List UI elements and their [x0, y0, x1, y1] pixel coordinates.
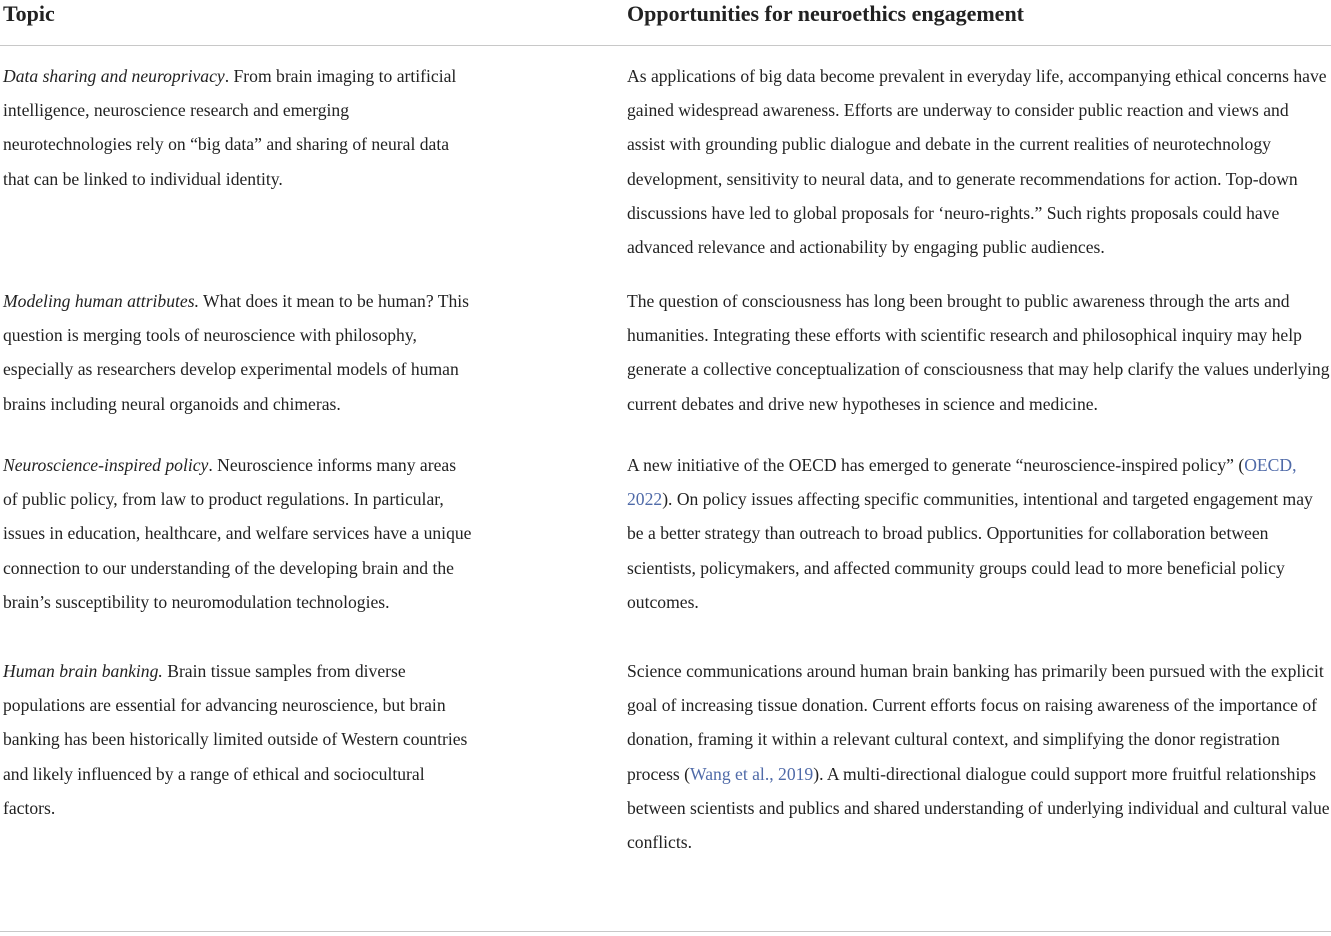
- header-topic: Topic: [3, 1, 55, 26]
- topic-description: Brain tissue samples from diverse populations are essential for advancing neuroscience, but brain banking has been historically limited outside of Western countries and likely influenced by a range of ethical and sociocultural factors.: [3, 661, 468, 818]
- topic-name: Human brain banking.: [3, 661, 163, 681]
- topic-text: [3, 654, 473, 825]
- table-row: [0, 252, 1331, 436]
- opportunity-text: [627, 448, 1331, 619]
- opportunity-cell: [623, 59, 1331, 258]
- opportunity-text-start: A new initiative of the OECD has emerged to generate “neuroscience-inspired policy” (: [627, 455, 1245, 475]
- table-row: [0, 46, 1331, 258]
- topic-cell: [0, 448, 623, 654]
- opportunity-text: As applications of big data become prevalent in everyday life, accompanying ethical concerns have gained widespread awareness. Efforts are underway to consider public reaction and views and assist with grounding public dialogue and debate in the current realities of neurotechnology development, sensitivity to neural data, and to generate recommendations for action. Top-down discussions have led to global proposals for ‘neuro-rights.” Such rights proposals could have advanced relevance and actionability by engaging public audiences.: [627, 66, 1327, 258]
- topic-cell: [0, 59, 623, 252]
- topic-name: Modeling human attributes.: [3, 291, 199, 311]
- topic-text: [3, 284, 473, 421]
- table-row: [0, 436, 1331, 654]
- table-header-row: [0, 0, 1331, 46]
- topic-text: [3, 59, 473, 196]
- opportunity-cell: [623, 448, 1331, 654]
- topic-cell: [0, 284, 623, 436]
- header-opportunities: Opportunities for neuroethics engagement: [627, 1, 1024, 26]
- topic-name: Neuroscience-inspired policy: [3, 455, 209, 475]
- table-bottom-rule: [0, 931, 1331, 932]
- topic-cell: [0, 654, 623, 904]
- topic-description: . From brain imaging to artificial intelligence, neuroscience research and emerging neurotechnologies rely on “big data” and sharing of neural data that can be linked to individual identity.: [3, 66, 457, 189]
- opportunity-text: The question of consciousness has long been brought to public awareness through the arts and humanities. Integrating these efforts with scientific research and philosophical inquiry may help generate a collective conceptualization of consciousness that may help clarify the values underlying current debates and drive new hypotheses in science and medicine.: [627, 291, 1330, 414]
- topic-name: Data sharing and neuroprivacy: [3, 66, 225, 86]
- table-row: [0, 654, 1331, 904]
- opportunity-text-start: Science communications around human brain banking has primarily been pursued with the explicit goal of increasing tissue donation. Current efforts focus on raising awareness of the importance of donation, framing it within a relevant cultural context, and simplifying the donor registration process (: [627, 661, 1324, 784]
- topic-description: . Neuroscience informs many areas of public policy, from law to product regulations. In particular, issues in education, healthcare, and welfare services have a unique connection to our understanding of the developing brain and the brain’s susceptibility to neuromodulation technologies.: [3, 455, 472, 612]
- opportunity-cell: [623, 284, 1331, 436]
- opportunity-cell: [623, 654, 1331, 904]
- opportunity-text-end: ). On policy issues affecting specific communities, intentional and targeted engagement may be a better strategy than outreach to broad publics. Opportunities for collaboration between scientists, policymakers, and affected community groups could lead to more beneficial policy outcomes.: [627, 489, 1313, 612]
- topic-text: [3, 448, 473, 619]
- topic-description: What does it mean to be human? This question is merging tools of neuroscience with philosophy, especially as researchers develop experimental models of human brains including neural organoids and chimeras.: [3, 291, 470, 414]
- opportunity-text-end: ). A multi-directional dialogue could support more fruitful relationships between scientists and publics and shared understanding of underlying individual and cultural value conflicts.: [627, 763, 1330, 853]
- citation-link-oecd[interactable]: OECD, 2022: [627, 455, 1297, 510]
- opportunity-text: [627, 654, 1331, 859]
- citation-link-wang[interactable]: Wang et al., 2019: [690, 763, 814, 784]
